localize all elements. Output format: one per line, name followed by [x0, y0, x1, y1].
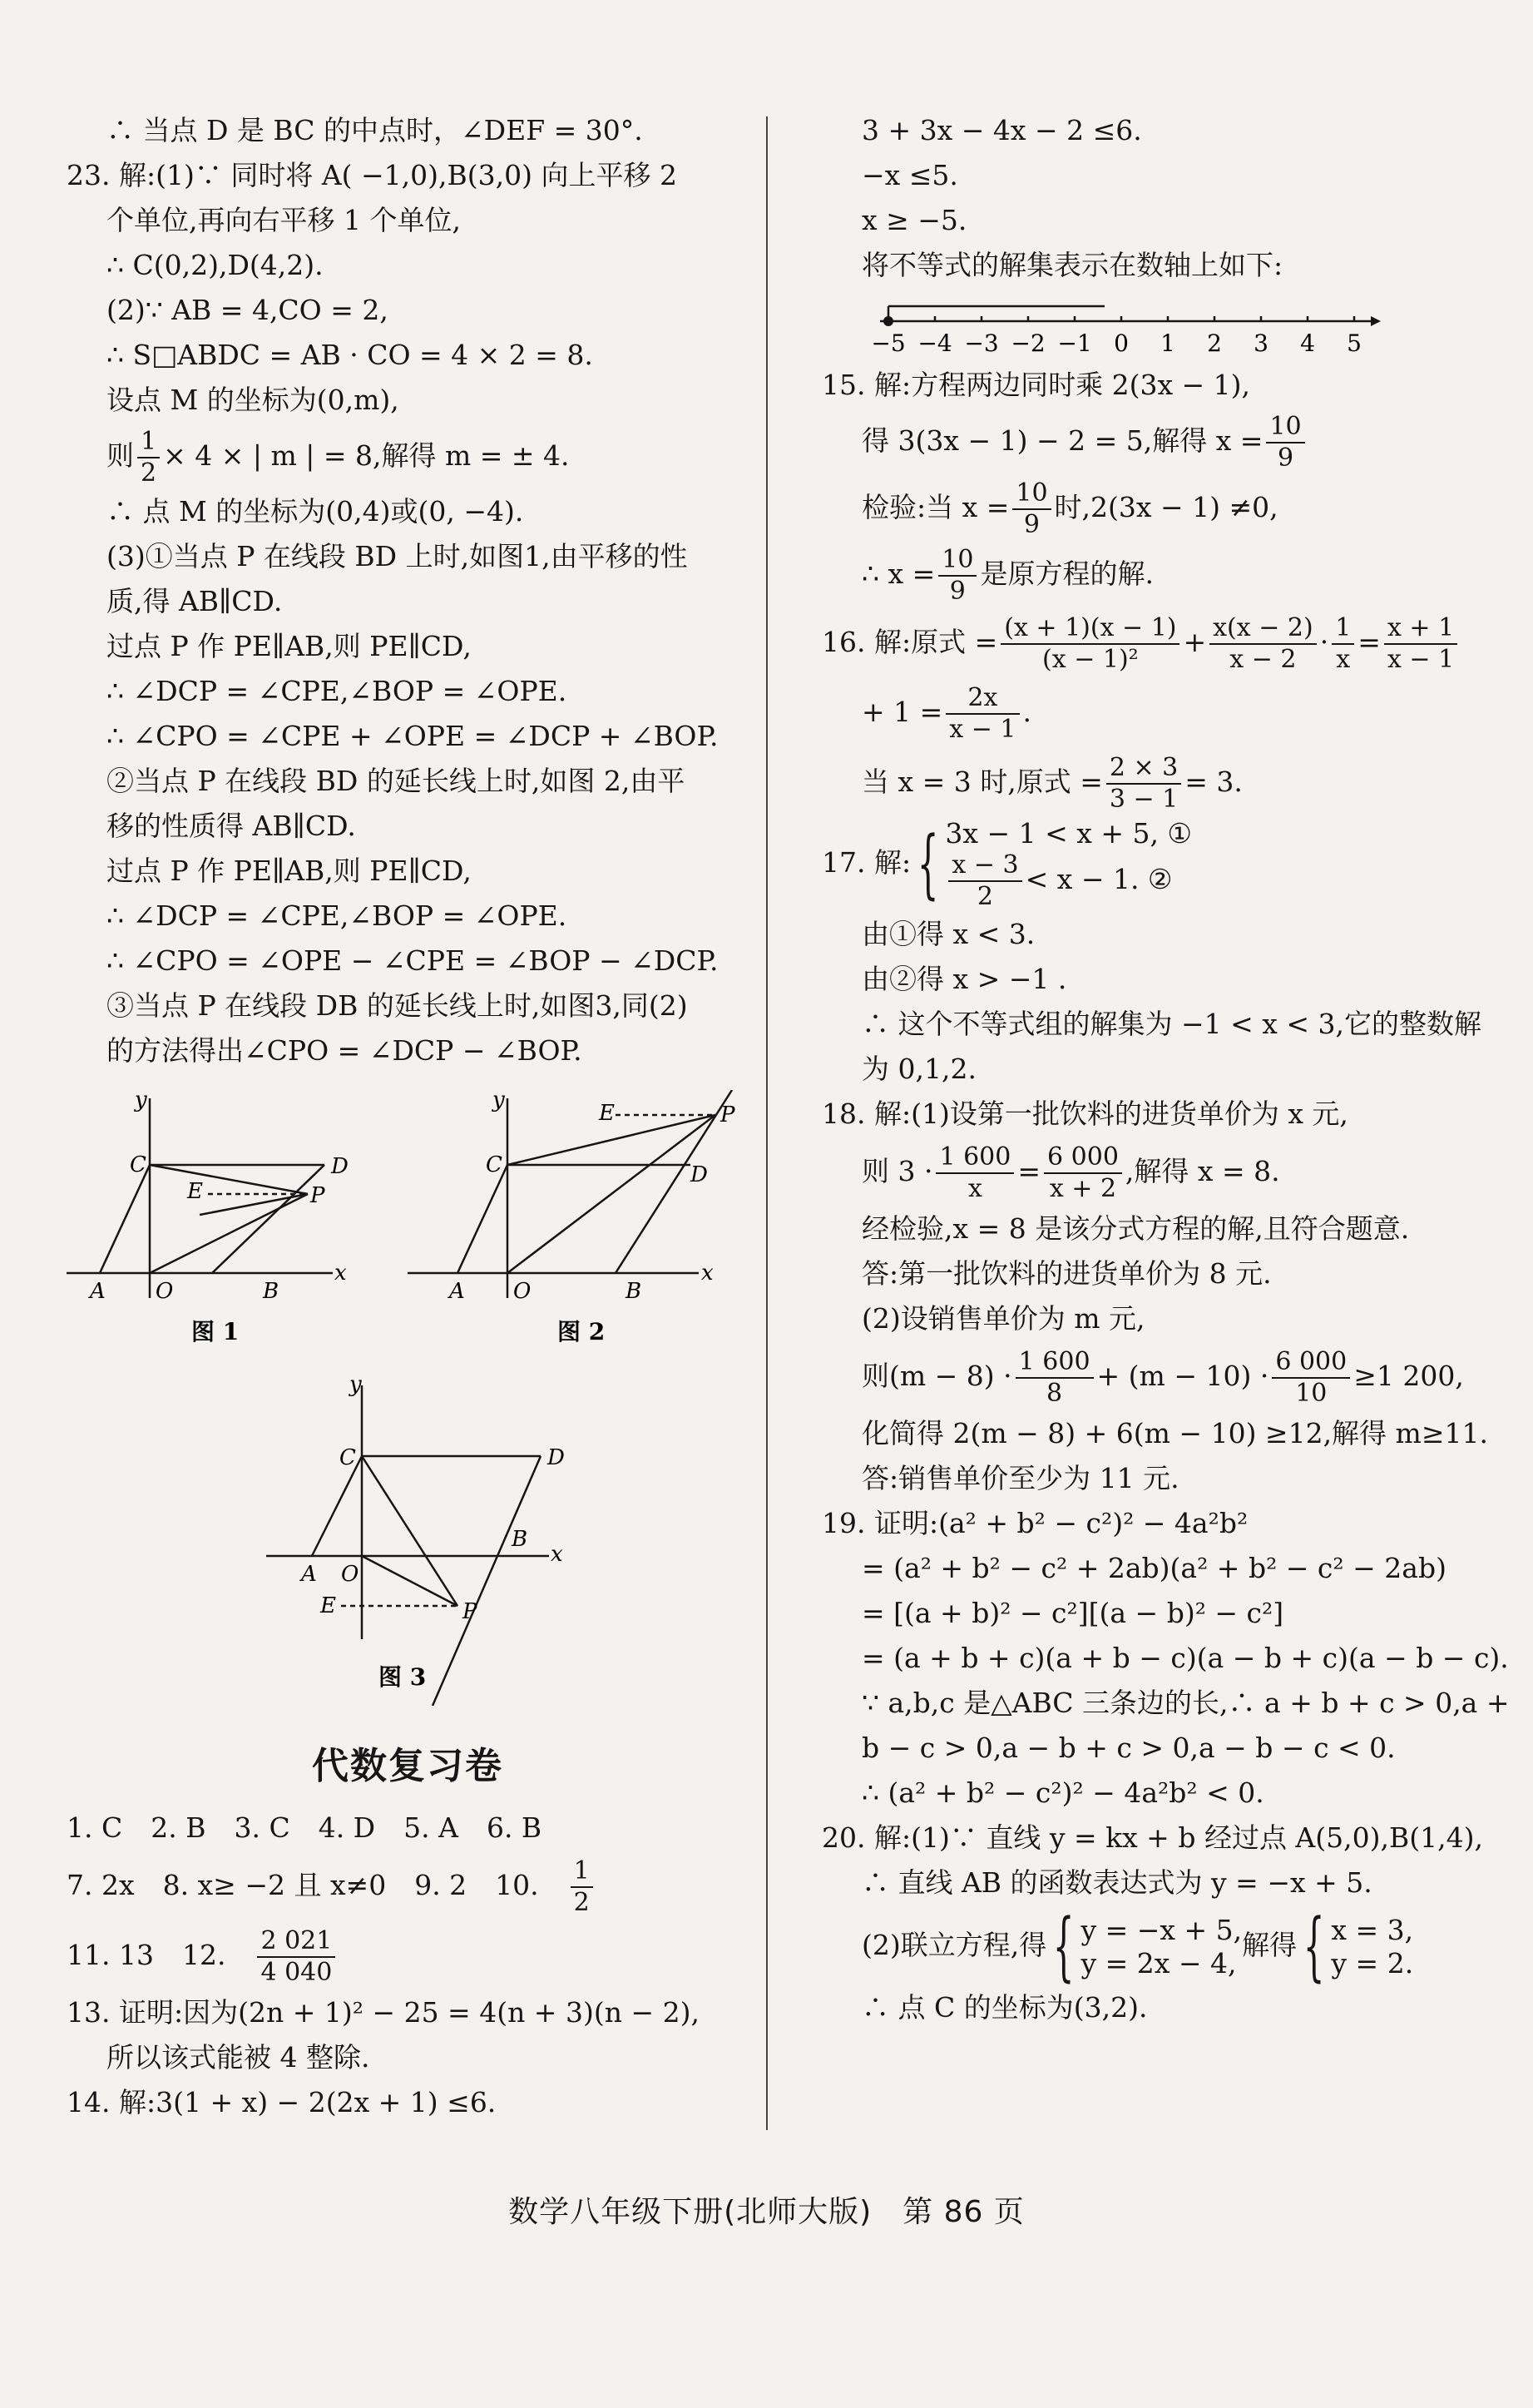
- numerator: (x + 1)(x − 1): [1001, 613, 1179, 645]
- system-row: 3x − 1 < x + 5, ①: [945, 817, 1193, 850]
- denominator: x − 1: [949, 715, 1016, 744]
- text-line: 经检验,x = 8 是该分式方程的解,且符合题意.: [862, 1212, 1410, 1245]
- svg-text:y: y: [492, 1090, 505, 1112]
- denominator: x + 2: [1049, 1174, 1117, 1203]
- text-line: ∴ (a² + b² − c²)² − 4a²b² < 0.: [862, 1776, 1264, 1809]
- column-divider: [766, 116, 768, 2130]
- text-line: = [(a + b)² − c²][(a − b)² − c²]: [862, 1597, 1284, 1629]
- answer-item: 11. 13: [67, 1939, 154, 1971]
- denominator: 9: [1023, 510, 1040, 539]
- answer-row: [67, 1920, 749, 1990]
- text-fragment: 得 3(3x − 1) − 2 = 5,解得 x =: [862, 424, 1263, 457]
- text-fragment: (2)联立方程,得: [862, 1929, 1047, 1961]
- fraction: [948, 850, 1021, 912]
- svg-text:A: A: [90, 1279, 106, 1304]
- text-line: b − c > 0,a − b + c > 0,a − b − c < 0.: [862, 1732, 1396, 1764]
- numerator: 6 000: [1044, 1142, 1122, 1174]
- text-line: 化简得 2(m − 8) + 6(m − 10) ≥12,解得 m≥11.: [862, 1417, 1488, 1449]
- text-line: 14. 解:3(1 + x) − 2(2x + 1) ≤6.: [67, 2086, 497, 2118]
- text-line: 为 0,1,2.: [862, 1053, 977, 1085]
- text-fragment: ∴ x =: [862, 557, 936, 590]
- fraction: [1016, 1347, 1094, 1409]
- text-line: [822, 541, 1504, 607]
- text-fragment: × 4 × | m | = 8,解得 m = ± 4.: [163, 439, 570, 472]
- text-fragment: 17. 解:: [822, 846, 912, 879]
- text-line: [822, 607, 1504, 677]
- denominator: 9: [1278, 443, 1294, 473]
- text-fragment: 当 x = 3 时,原式 =: [862, 766, 1103, 798]
- text-line: [822, 1903, 1504, 1990]
- denominator: (x − 1)²: [1042, 645, 1139, 674]
- answer-row: [67, 1806, 749, 1851]
- denominator: x: [967, 1174, 982, 1203]
- text-fragment: = 3.: [1184, 766, 1243, 798]
- svg-text:x: x: [701, 1261, 714, 1286]
- system-row: x = 3,: [1331, 1914, 1414, 1946]
- text-line: ∴ ∠DCP = ∠CPE,∠BOP = ∠OPE.: [106, 675, 567, 707]
- svg-text:P: P: [310, 1183, 325, 1208]
- text-line: ∴ 当点 D 是 BC 的中点时，∠DEF = 30°.: [106, 114, 643, 146]
- answer-item: [495, 1851, 650, 1920]
- section-title: 代数复习卷: [312, 1745, 503, 1787]
- text-line: ∴ ∠DCP = ∠CPE,∠BOP = ∠OPE.: [106, 899, 567, 932]
- text-line: 由②得 x > −1 .: [862, 963, 1067, 995]
- fraction: [1266, 412, 1304, 473]
- text-line: x ≥ −5.: [862, 204, 967, 236]
- text-line: ∴ 点 C 的坐标为(3,2).: [862, 1991, 1148, 2024]
- numerator: 6 000: [1272, 1347, 1350, 1379]
- svg-text:x: x: [334, 1261, 347, 1286]
- fraction: [1012, 478, 1051, 540]
- answer-item: 6. B: [486, 1811, 542, 1844]
- figure-3-svg: [67, 1373, 749, 1706]
- number-line-label: 2: [1207, 329, 1222, 357]
- number-line-label: 0: [1114, 329, 1129, 357]
- numerator: x − 3: [948, 850, 1021, 882]
- right-column: [822, 108, 1510, 2030]
- numerator: 10: [938, 545, 977, 577]
- svg-text:P: P: [720, 1102, 735, 1127]
- text-fragment: 是原方程的解.: [980, 557, 1154, 590]
- text-fragment: 检验:当 x =: [862, 491, 1010, 523]
- text-fragment: 则 3 ·: [862, 1155, 933, 1187]
- svg-text:C: C: [130, 1152, 146, 1177]
- text-line: 的方法得出∠CPO = ∠DCP − ∠BOP.: [106, 1034, 582, 1067]
- left-column: [67, 108, 749, 2125]
- answer-item: 3. C: [234, 1811, 290, 1844]
- svg-text:O: O: [341, 1562, 359, 1587]
- text-line: ∴ 直线 AB 的函数表达式为 y = −x + 5.: [862, 1866, 1372, 1899]
- svg-text:D: D: [690, 1162, 708, 1187]
- text-fragment: 则: [106, 439, 134, 472]
- text-fragment: + 1 =: [862, 696, 943, 728]
- numerator: x + 1: [1384, 613, 1457, 645]
- number-line-label: 5: [1347, 329, 1362, 357]
- number-line-label: −1: [1057, 329, 1092, 357]
- fraction: [1384, 613, 1457, 675]
- text-line: 答:销售单价至少为 11 元.: [862, 1462, 1179, 1494]
- numerator: 1: [137, 427, 160, 458]
- numerator: 2 021: [257, 1926, 335, 1958]
- figure-3: [67, 1373, 749, 1706]
- fraction: [257, 1926, 363, 1988]
- text-fragment: 10.: [495, 1869, 539, 1901]
- text-fragment: 解得: [1242, 1929, 1298, 1961]
- text-line: 15. 解:方程两边同时乘 2(3x − 1),: [822, 369, 1251, 401]
- denominator: x − 2: [1229, 645, 1297, 674]
- number-line-label: 1: [1160, 329, 1175, 357]
- fraction: [1332, 613, 1354, 675]
- svg-text:E: E: [187, 1179, 203, 1204]
- text-line: ∴ ∠CPO = ∠OPE − ∠CPE = ∠BOP − ∠DCP.: [106, 944, 719, 977]
- text-line: [822, 1341, 1504, 1411]
- text-fragment: + (m − 10) ·: [1096, 1360, 1269, 1392]
- fraction: [938, 545, 977, 607]
- text-line: 答:第一批饮料的进货单价为 8 元.: [862, 1257, 1272, 1290]
- answer-item: 4. D: [318, 1811, 376, 1844]
- denominator: 2: [141, 458, 157, 488]
- number-line-label: −4: [917, 329, 952, 357]
- text-fragment: =: [1357, 626, 1381, 658]
- number-line-label: −2: [1011, 329, 1046, 357]
- number-line-label: 4: [1300, 329, 1315, 357]
- text-fragment: 16. 解:原式 =: [822, 626, 998, 658]
- svg-text:C: C: [339, 1445, 356, 1470]
- system-row: y = −x + 5,: [1081, 1914, 1243, 1946]
- numerator: 1 600: [936, 1142, 1014, 1174]
- svg-text:D: D: [331, 1154, 349, 1179]
- brace-glyph: {: [1303, 1903, 1325, 1990]
- system-row: [945, 850, 1192, 912]
- text-line: 设点 M 的坐标为(0,m),: [106, 384, 399, 416]
- denominator: 10: [1295, 1379, 1328, 1408]
- text-line: ∴ C(0,2),D(4,2).: [106, 249, 324, 281]
- svg-text:A: A: [449, 1279, 465, 1304]
- numerator: x(x − 2): [1209, 613, 1317, 645]
- svg-text:A: A: [301, 1562, 317, 1587]
- fraction: [1001, 613, 1179, 675]
- denominator: 2: [573, 1888, 590, 1917]
- fraction: [137, 427, 160, 488]
- text-line: 过点 P 作 PE∥AB,则 PE∥CD,: [106, 855, 472, 887]
- svg-text:y: y: [135, 1090, 147, 1112]
- svg-text:B: B: [626, 1279, 642, 1304]
- answer-item: 9. 2: [414, 1869, 467, 1901]
- denominator: 2: [977, 882, 994, 911]
- text-line: [822, 1137, 1504, 1206]
- answer-item: 5. A: [403, 1811, 458, 1844]
- numerator: 2x: [946, 683, 1019, 715]
- text-line: (2)∵ AB = 4,CO = 2,: [106, 294, 388, 326]
- svg-text:O: O: [513, 1279, 532, 1304]
- text-fragment: 12.: [181, 1939, 226, 1971]
- number-line: [822, 288, 1504, 363]
- denominator: 9: [949, 577, 966, 606]
- svg-text:y: y: [349, 1373, 362, 1397]
- text-line: 移的性质得 AB∥CD.: [106, 810, 356, 842]
- svg-text:D: D: [547, 1445, 565, 1470]
- text-fragment: < x − 1. ②: [1025, 863, 1173, 895]
- brace-glyph: {: [1052, 1903, 1075, 1990]
- text-fragment: 则(m − 8) ·: [862, 1360, 1012, 1392]
- denominator: x: [1336, 645, 1351, 674]
- svg-text:E: E: [320, 1593, 336, 1618]
- text-line: [822, 408, 1504, 474]
- brace-glyph: {: [917, 820, 939, 908]
- svg-text:B: B: [263, 1279, 279, 1304]
- text-line: = (a² + b² − c² + 2ab)(a² + b² − c² − 2ab): [862, 1552, 1446, 1584]
- denominator: 3 − 1: [1109, 785, 1179, 814]
- fraction: [946, 683, 1019, 745]
- text-line: ∵ a,b,c 是△ABC 三条边的长,∴ a + b + c > 0,a +: [862, 1687, 1510, 1719]
- figure-1-label: 图 1: [191, 1318, 240, 1345]
- svg-text:O: O: [156, 1279, 174, 1304]
- text-line: ∴ S□ABDC = AB · CO = 4 × 2 = 8.: [106, 339, 593, 371]
- text-line: 将不等式的解集表示在数轴上如下:: [862, 249, 1283, 281]
- denominator: 4 040: [260, 1958, 333, 1987]
- fraction: [1272, 1347, 1350, 1409]
- text-fragment: ·: [1319, 626, 1329, 658]
- text-line: [822, 747, 1504, 817]
- svg-text:P: P: [462, 1599, 477, 1624]
- text-line: 19. 证明:(a² + b² − c²)² − 4a²b²: [822, 1507, 1249, 1539]
- fraction: [1106, 753, 1181, 815]
- denominator: x − 1: [1387, 645, 1455, 674]
- text-fragment: ,解得 x = 8.: [1125, 1155, 1280, 1187]
- fraction: [1044, 1142, 1122, 1204]
- answer-item: [182, 1920, 392, 1990]
- inequality-system: [945, 817, 1192, 912]
- number-line-label: −3: [964, 329, 999, 357]
- system-row: y = 2x − 4,: [1081, 1947, 1237, 1979]
- text-line: 由①得 x < 3.: [862, 918, 1036, 950]
- answer-item: 2. B: [151, 1811, 206, 1844]
- svg-text:E: E: [599, 1101, 615, 1126]
- answer-row: [67, 1851, 749, 1920]
- numerator: 10: [1012, 478, 1051, 510]
- figure-1-2-svg: [67, 1090, 749, 1373]
- text-line: ②当点 P 在线段 BD 的延长线上时,如图 2,由平: [106, 765, 685, 797]
- fraction: [1209, 613, 1317, 675]
- text-line: ∴ 这个不等式组的解集为 −1 < x < 3,它的整数解: [862, 1008, 1481, 1040]
- equation-system: [1081, 1914, 1243, 1980]
- svg-text:C: C: [486, 1152, 502, 1177]
- fraction: [936, 1142, 1014, 1204]
- text-fragment: +: [1183, 626, 1207, 658]
- number-line-svg: [822, 288, 1504, 363]
- numerator: 10: [1266, 412, 1304, 443]
- number-line-label: 3: [1254, 329, 1268, 357]
- svg-text:B: B: [512, 1527, 528, 1552]
- text-line: ∴ 点 M 的坐标为(0,4)或(0, −4).: [106, 495, 524, 528]
- numerator: 1: [1332, 613, 1354, 645]
- text-line: [822, 817, 1504, 912]
- text-line: 20. 解:(1)∵ 直线 y = kx + b 经过点 A(5,0),B(1,4),: [822, 1821, 1483, 1854]
- text-line: [67, 423, 749, 489]
- answer-item: 8. x≥ −2 且 x≠0: [162, 1869, 387, 1901]
- solution-system: [1331, 1914, 1413, 1980]
- answer-item: 7. 2x: [67, 1869, 135, 1901]
- text-line: 13. 证明:因为(2n + 1)² − 25 = 4(n + 3)(n − 2),: [67, 1996, 700, 2029]
- text-line: 18. 解:(1)设第一批饮料的进货单价为 x 元,: [822, 1097, 1348, 1130]
- page-footer: 数学八年级下册(北师大版) 第 86 页: [508, 2195, 1025, 2229]
- numerator: 2 × 3: [1106, 753, 1181, 785]
- problem-23-line: 23. 解:(1)∵ 同时将 A( −1,0),B(3,0) 向上平移 2: [67, 159, 677, 191]
- text-line: [822, 474, 1504, 541]
- text-fragment: 时,2(3x − 1) ≠0,: [1054, 491, 1278, 523]
- text-line: ∴ ∠CPO = ∠CPE + ∠OPE = ∠DCP + ∠BOP.: [106, 720, 719, 752]
- text-line: 3 + 3x − 4x − 2 ≤6.: [862, 114, 1142, 146]
- numerator: 1 600: [1016, 1347, 1094, 1379]
- denominator: 8: [1046, 1379, 1063, 1408]
- text-fragment: =: [1017, 1155, 1041, 1187]
- text-line: ③当点 P 在线段 DB 的延长线上时,如图3,同(2): [106, 989, 688, 1022]
- text-fragment: ≥1 200,: [1353, 1360, 1464, 1392]
- text-line: −x ≤5.: [862, 159, 958, 191]
- text-line: [822, 677, 1504, 747]
- text-line: 个单位,再向右平移 1 个单位,: [106, 204, 461, 236]
- system-row: y = 2.: [1331, 1947, 1414, 1979]
- text-line: 质,得 AB∥CD.: [106, 585, 283, 617]
- number-line-label: −5: [871, 329, 906, 357]
- numerator: 1: [571, 1856, 593, 1888]
- fraction: [571, 1856, 621, 1918]
- svg-text:x: x: [551, 1542, 563, 1567]
- text-line: (2)设销售单价为 m 元,: [862, 1302, 1145, 1335]
- text-fragment: .: [1022, 696, 1031, 728]
- figures-1-2: [67, 1090, 749, 1373]
- text-line: 过点 P 作 PE∥AB,则 PE∥CD,: [106, 630, 472, 662]
- text-line: = (a + b + c)(a + b − c)(a − b + c)(a − b − c).: [862, 1642, 1509, 1674]
- answer-item: 1. C: [67, 1811, 123, 1844]
- figure-3-label: 图 3: [378, 1663, 427, 1691]
- text-line: (3)①当点 P 在线段 BD 上时,如图1,由平移的性: [106, 540, 688, 572]
- figure-2-label: 图 2: [557, 1318, 606, 1345]
- text-line: 所以该式能被 4 整除.: [106, 2041, 370, 2074]
